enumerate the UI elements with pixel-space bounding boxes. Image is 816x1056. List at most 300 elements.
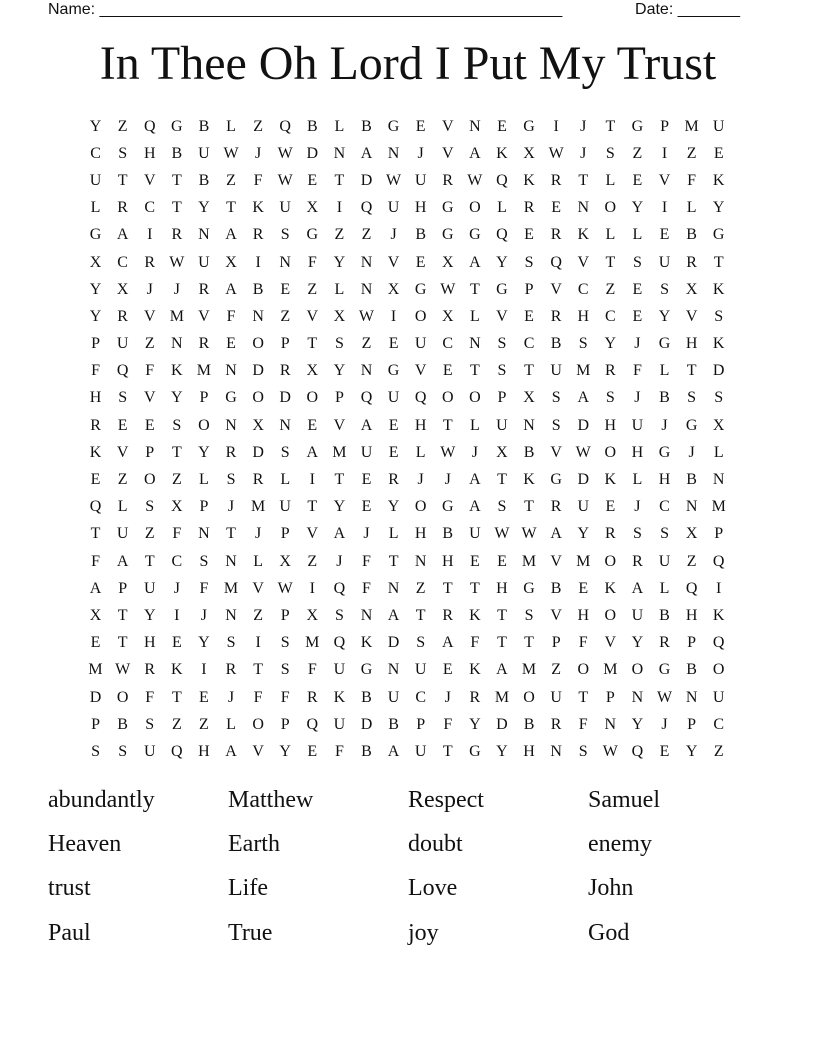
grid-letter: S (280, 661, 290, 679)
grid-letter: N (225, 552, 237, 570)
grid-letter: T (171, 688, 182, 706)
grid-letter: V (685, 307, 698, 325)
grid-letter: H (89, 389, 102, 407)
grid-letter: E (388, 335, 399, 353)
word-item: Love (408, 875, 458, 902)
grid-letter: I (716, 579, 722, 597)
grid-letter: Z (117, 117, 128, 135)
grid-letter: U (387, 688, 400, 706)
grid-letter: Z (334, 226, 345, 244)
grid-letter: Z (632, 144, 643, 162)
grid-letter: X (441, 253, 454, 271)
grid-letter: T (253, 661, 263, 679)
grid-letter: S (714, 307, 724, 325)
grid-letter: K (523, 171, 535, 189)
grid-letter: F (470, 634, 480, 652)
grid-letter: K (469, 606, 481, 624)
grid-letter: T (524, 634, 534, 652)
grid-letter: R (198, 280, 210, 298)
grid-letter: T (605, 117, 616, 135)
grid-letter: W (548, 144, 564, 162)
grid-letter: V (333, 416, 346, 434)
grid-letter: S (280, 443, 290, 461)
grid-letter: P (687, 715, 697, 733)
grid-letter: P (91, 715, 100, 733)
grid-letter: V (658, 171, 671, 189)
grid-letter: G (171, 117, 183, 135)
grid-letter: V (252, 579, 264, 597)
grid-letter: H (685, 335, 698, 353)
grid-letter: P (605, 688, 615, 706)
grid-letter: L (415, 443, 426, 461)
grid-letter: N (469, 335, 481, 353)
grid-letter: G (658, 443, 671, 461)
grid-letter: K (523, 471, 535, 489)
grid-letter: S (91, 742, 100, 760)
grid-letter: W (440, 280, 456, 298)
grid-letter: Y (89, 117, 102, 135)
grid-letter: X (441, 307, 454, 325)
grid-letter: E (524, 226, 534, 244)
grid-letter: E (497, 117, 507, 135)
grid-letter: T (307, 335, 318, 353)
grid-letter: K (712, 171, 725, 189)
grid-letter: Y (279, 742, 291, 760)
grid-letter: L (334, 117, 345, 135)
word-item: joy (408, 919, 439, 946)
grid-letter: T (524, 362, 534, 380)
grid-row (82, 249, 734, 276)
grid-letter: G (441, 498, 454, 516)
grid-letter: B (361, 742, 372, 760)
grid-letter: B (659, 389, 670, 407)
grid-letter: L (686, 199, 697, 217)
grid-letter: F (687, 171, 697, 189)
grid-letter: Y (198, 443, 210, 461)
word-item: Respect (408, 786, 484, 813)
grid-letter: U (279, 498, 291, 516)
grid-letter: A (225, 226, 237, 244)
word-item: abundantly (48, 786, 155, 813)
grid-letter: H (685, 606, 698, 624)
grid-letter: T (713, 253, 724, 271)
grid-letter: H (658, 471, 671, 489)
grid-letter: Z (144, 525, 155, 543)
grid-letter: L (334, 280, 345, 298)
grid-letter: R (279, 362, 291, 380)
grid-letter: M (521, 552, 537, 570)
grid-letter: M (88, 661, 103, 679)
grid-letter: U (496, 416, 508, 434)
grid-letter: J (580, 144, 587, 162)
grid-letter: V (496, 307, 508, 325)
grid-letter: N (360, 280, 373, 298)
grid-letter: C (659, 498, 670, 516)
word-item: trust (48, 875, 91, 902)
grid-letter: K (712, 280, 725, 298)
grid-letter: N (387, 661, 400, 679)
grid-letter: O (252, 715, 264, 733)
word-item: Earth (228, 830, 280, 857)
grid-letter: S (524, 606, 534, 624)
grid-letter: Z (551, 661, 562, 679)
grid-letter: R (550, 226, 562, 244)
grid-letter: J (634, 498, 641, 516)
grid-letter: Z (713, 742, 724, 760)
grid-letter: E (659, 226, 670, 244)
grid-letter: E (415, 253, 426, 271)
grid-letter: W (277, 579, 293, 597)
grid-letter: A (631, 579, 644, 597)
grid-letter: U (469, 525, 481, 543)
grid-letter: M (521, 661, 537, 679)
grid-letter: Q (360, 199, 373, 217)
grid-row (82, 657, 734, 684)
grid-letter: S (145, 498, 155, 516)
grid-letter: O (116, 688, 129, 706)
grid-letter: K (469, 661, 481, 679)
grid-letter: I (553, 117, 559, 135)
grid-letter: X (685, 525, 698, 543)
grid-letter: P (280, 715, 290, 733)
grid-letter: Z (307, 280, 318, 298)
grid-row (82, 439, 734, 466)
grid-letter: U (387, 389, 400, 407)
grid-letter: B (686, 471, 697, 489)
grid-letter: P (280, 606, 290, 624)
grid-row (82, 113, 734, 140)
grid-letter: Z (117, 471, 128, 489)
grid-letter: R (306, 688, 318, 706)
grid-letter: N (198, 226, 210, 244)
grid-letter: C (523, 335, 535, 353)
grid-letter: Z (361, 226, 372, 244)
grid-letter: S (632, 525, 642, 543)
grid-letter: M (305, 634, 320, 652)
grid-letter: S (660, 280, 669, 298)
grid-letter: E (659, 742, 670, 760)
grid-letter: T (497, 606, 507, 624)
grid-letter: C (144, 199, 156, 217)
grid-letter: A (333, 525, 346, 543)
grid-letter: R (604, 362, 616, 380)
grid-row (82, 548, 734, 575)
grid-letter: J (227, 498, 235, 516)
grid-letter: S (605, 389, 615, 407)
grid-letter: V (550, 280, 562, 298)
grid-letter: J (634, 389, 641, 407)
grid-letter: H (496, 579, 508, 597)
grid-letter: Y (333, 362, 346, 380)
grid-letter: S (497, 335, 507, 353)
grid-letter: J (146, 280, 153, 298)
grid-letter: X (225, 253, 237, 271)
grid-letter: J (661, 416, 668, 434)
grid-letter: N (577, 199, 590, 217)
grid-letter: J (471, 443, 478, 461)
grid-letter: T (171, 443, 182, 461)
grid-letter: U (333, 661, 346, 679)
grid-letter: D (89, 688, 102, 706)
grid-letter: P (714, 525, 724, 543)
grid-letter: A (306, 443, 319, 461)
grid-letter: S (226, 634, 236, 652)
grid-letter: K (171, 362, 183, 380)
grid-letter: A (225, 280, 237, 298)
grid-letter: X (306, 606, 319, 624)
grid-row (82, 195, 734, 222)
grid-letter: C (415, 688, 426, 706)
grid-letter: N (279, 416, 291, 434)
grid-letter: X (171, 498, 183, 516)
grid-letter: L (253, 552, 263, 570)
grid-letter: U (116, 525, 129, 543)
grid-letter: P (199, 389, 209, 407)
grid-letter: Z (605, 280, 616, 298)
grid-letter: Z (307, 552, 318, 570)
grid-letter: Z (361, 335, 372, 353)
grid-letter: U (631, 606, 644, 624)
grid-letter: X (279, 552, 291, 570)
grid-letter: V (577, 253, 590, 271)
grid-letter: L (605, 226, 616, 244)
grid-letter: Q (116, 362, 129, 380)
grid-letter: U (89, 171, 102, 189)
grid-letter: M (576, 552, 591, 570)
grid-letter: Y (577, 525, 590, 543)
grid-letter: L (199, 471, 209, 489)
grid-letter: I (255, 253, 261, 271)
grid-letter: G (631, 117, 644, 135)
grid-letter: E (497, 552, 507, 570)
grid-letter: D (496, 715, 508, 733)
word-item: John (588, 875, 634, 902)
grid-letter: G (496, 280, 508, 298)
grid-letter: S (199, 552, 209, 570)
grid-letter: I (309, 579, 315, 597)
grid-letter: Q (631, 742, 644, 760)
grid-letter: W (277, 144, 293, 162)
grid-letter: K (333, 688, 346, 706)
grid-letter: W (494, 525, 510, 543)
grid-letter: S (632, 253, 642, 271)
grid-letter: A (469, 144, 481, 162)
grid-letter: Z (686, 552, 697, 570)
grid-letter: D (577, 416, 590, 434)
grid-letter: I (255, 634, 261, 652)
grid-letter: E (307, 171, 318, 189)
grid-letter: S (334, 606, 344, 624)
grid-letter: D (712, 362, 725, 380)
date-field: Date: _______ (635, 1, 740, 18)
grid-letter: R (171, 226, 183, 244)
grid-letter: J (417, 144, 424, 162)
grid-letter: Q (279, 117, 291, 135)
grid-letter: S (416, 634, 426, 652)
word-list (48, 778, 768, 955)
grid-letter: L (469, 307, 480, 325)
grid-letter: U (143, 742, 156, 760)
grid-letter: S (605, 144, 615, 162)
page-title: In Thee Oh Lord I Put My Trust (99, 37, 717, 90)
grid-letter: B (198, 171, 210, 189)
grid-letter: H (143, 144, 156, 162)
grid-letter: O (414, 307, 427, 325)
grid-letter: F (443, 715, 453, 733)
grid-letter: Q (414, 389, 427, 407)
grid-letter: I (390, 307, 397, 325)
grid-letter: M (332, 443, 347, 461)
grid-letter: F (199, 579, 209, 597)
grid-letter: G (414, 280, 427, 298)
grid-letter: E (388, 416, 399, 434)
grid-letter: A (387, 742, 400, 760)
grid-letter: T (442, 416, 453, 434)
grid-letter: F (172, 525, 182, 543)
grid-letter: J (444, 688, 451, 706)
grid-letter: X (89, 606, 102, 624)
grid-row (82, 630, 734, 657)
word-item: True (228, 919, 273, 946)
grid-letter: G (469, 226, 481, 244)
grid-letter: A (577, 389, 590, 407)
grid-letter: J (227, 688, 235, 706)
grid-letter: Y (171, 389, 183, 407)
grid-letter: H (577, 307, 590, 325)
grid-letter: L (226, 117, 236, 135)
grid-letter: T (307, 498, 318, 516)
grid-letter: P (199, 498, 209, 516)
word-item: Heaven (48, 830, 122, 857)
grid-row (82, 385, 734, 412)
grid-row (82, 140, 734, 167)
grid-letter: R (442, 606, 454, 624)
grid-letter: U (116, 335, 129, 353)
grid-letter: V (387, 253, 400, 271)
grid-letter: F (145, 362, 155, 380)
grid-letter: V (306, 307, 319, 325)
grid-letter: O (441, 389, 454, 407)
grid-letter: Q (360, 389, 373, 407)
grid-letter: N (225, 362, 237, 380)
grid-letter: K (604, 579, 617, 597)
grid-letter: C (604, 307, 616, 325)
grid-letter: V (143, 389, 156, 407)
grid-letter: T (171, 199, 182, 217)
grid-letter: P (91, 335, 100, 353)
grid-letter: P (524, 280, 534, 298)
grid-letter: N (712, 471, 725, 489)
grid-letter: V (441, 144, 454, 162)
grid-letter: S (551, 416, 561, 434)
grid-letter: N (279, 253, 291, 271)
grid-letter: V (306, 525, 319, 543)
grid-letter: L (117, 498, 128, 516)
grid-letter: N (171, 335, 183, 353)
grid-letter: D (387, 634, 400, 652)
word-item: Life (228, 875, 268, 902)
grid-letter: Y (658, 307, 671, 325)
grid-letter: T (524, 498, 534, 516)
grid-letter: K (360, 634, 373, 652)
grid-letter: T (171, 171, 182, 189)
grid-letter: I (147, 226, 153, 244)
grid-letter: O (143, 471, 156, 489)
grid-letter: S (660, 525, 669, 543)
grid-letter: X (116, 280, 129, 298)
grid-letter: Q (712, 552, 725, 570)
grid-letter: L (632, 471, 643, 489)
grid-letter: T (605, 253, 616, 271)
grid-letter: Q (89, 498, 102, 516)
grid-letter: T (334, 171, 345, 189)
grid-letter: F (253, 688, 263, 706)
grid-letter: G (89, 226, 102, 244)
grid-letter: J (688, 443, 695, 461)
grid-letter: H (414, 525, 427, 543)
grid-letter: Q (143, 117, 156, 135)
grid-letter: G (387, 362, 400, 380)
grid-letter: T (117, 606, 128, 624)
grid-letter: S (578, 742, 588, 760)
grid-letter: Y (496, 742, 508, 760)
grid-letter: C (713, 715, 725, 733)
grid-row (82, 276, 734, 303)
grid-letter: J (363, 525, 370, 543)
grid-letter: O (469, 389, 481, 407)
word-item: enemy (588, 830, 652, 857)
grid-letter: A (441, 634, 454, 652)
grid-letter: J (254, 144, 262, 162)
grid-letter: O (604, 443, 617, 461)
grid-letter: B (686, 661, 697, 679)
grid-letter: X (306, 362, 319, 380)
grid-letter: H (631, 443, 644, 461)
grid-letter: I (336, 199, 343, 217)
grid-letter: F (280, 688, 290, 706)
grid-letter: Z (199, 715, 209, 733)
grid-letter: Z (171, 471, 182, 489)
grid-letter: K (604, 471, 617, 489)
grid-letter: O (306, 389, 319, 407)
grid-letter: B (388, 715, 399, 733)
grid-letter: S (578, 335, 588, 353)
grid-letter: U (712, 688, 725, 706)
grid-letter: Y (89, 307, 102, 325)
grid-letter: T (497, 471, 507, 489)
grid-letter: X (306, 199, 319, 217)
grid-letter: Y (198, 634, 210, 652)
grid-letter: W (115, 661, 131, 679)
grid-letter: W (602, 742, 618, 760)
grid-letter: E (388, 443, 399, 461)
grid-letter: G (360, 661, 373, 679)
grid-letter: F (226, 307, 236, 325)
grid-letter: D (279, 389, 291, 407)
grid-letter: G (658, 335, 671, 353)
grid-letter: D (360, 715, 373, 733)
grid-letter: N (252, 307, 264, 325)
grid-letter: B (659, 606, 670, 624)
grid-letter: A (360, 416, 373, 434)
grid-letter: G (469, 742, 481, 760)
grid-letter: N (198, 525, 210, 543)
grid-letter: J (580, 117, 587, 135)
grid-letter: Q (306, 715, 319, 733)
grid-letter: T (686, 362, 697, 380)
grid-letter: R (117, 199, 128, 217)
grid-letter: U (387, 199, 400, 217)
